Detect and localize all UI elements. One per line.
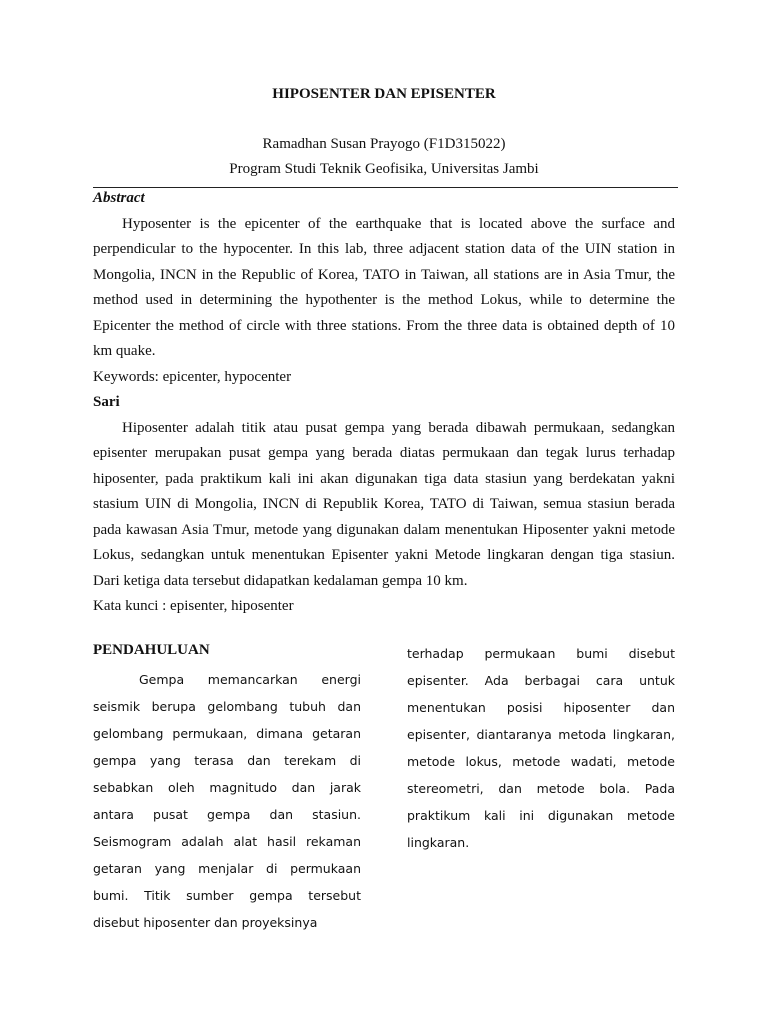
paper-title: HIPOSENTER DAN EPISENTER bbox=[272, 86, 496, 102]
intro-right-column bbox=[407, 640, 675, 856]
abstract-section bbox=[93, 186, 675, 620]
abstract-keywords: Keywords: epicenter, hypocenter bbox=[93, 368, 292, 385]
intro-right-text: terhadap permukaan bumi disebut episenter. Ada berbagai cara untuk menentukan posisi hiposenter dan episenter, diantaranya metoda lingkaran, metode lokus, metode wadati, metode stereometri, dan metode bola. Pada praktikum kali ini digunakan metode lingkaran. bbox=[407, 646, 675, 850]
sari-text: Hiposenter adalah titik atau pusat gempa yang berada dibawah permukaan, sedangkan episenter merupakan pusat gempa yang berada diatas permukaan dan tegak lurus terhadap hiposenter, pada praktikum kali ini akan digunakan tiga data stasiun yang berdekatan yakni stasium UIN di Mongolia, INCN di Republik Korea, TATO di Taiwan, semua stasiun berada pada kawasan Asia Tmur, metode yang digunakan dalam menentukan Hiposenter yakni metode Lokus, sedangkan untuk menentukan Episenter yakni Metode lingkaran dengan tiga stasiun. Dari ketiga data tersebut didapatkan kedalaman gempa 10 km. bbox=[93, 419, 675, 589]
sari-keywords: Kata kunci : episenter, hiposenter bbox=[93, 598, 294, 614]
intro-left-text: Gempa memancarkan energi seismik berupa gelombang tubuh dan gelombang permukaan, dimana getaran gempa yang terasa dan terekam di sebabkan oleh magnitudo dan jarak antara pusat gempa dan stasiun. Seismogram adalah alat hasil rekaman getaran yang menjalar di permukaan bumi. Titik sumber gempa tersebut disebut hiposenter dan proyeksinya bbox=[93, 672, 361, 930]
abstract-heading: Abstract bbox=[93, 190, 145, 206]
intro-left-column bbox=[93, 642, 361, 936]
affiliation-line: Program Studi Teknik Geofisika, Universitas Jambi bbox=[229, 161, 539, 177]
abstract-text: Hyposenter is the epicenter of the earthquake that is located above the surface and perpendicular to the hypocenter. In this lab, three adjacent station data of the UIN station in Mongolia, INCN in the Republic of Korea, TATO in Taiwan, all stations are in Asia Tmur, the method used in determining the hypothenter is the method Lokus, while to determine the Epicenter the method of circle with three stations. From the three data is obtained depth of 10 km quake. bbox=[93, 215, 675, 359]
author-line: Ramadhan Susan Prayogo (F1D315022) bbox=[262, 136, 506, 152]
sari-heading: Sari bbox=[93, 394, 120, 410]
intro-heading: PENDAHULUAN bbox=[93, 642, 210, 658]
